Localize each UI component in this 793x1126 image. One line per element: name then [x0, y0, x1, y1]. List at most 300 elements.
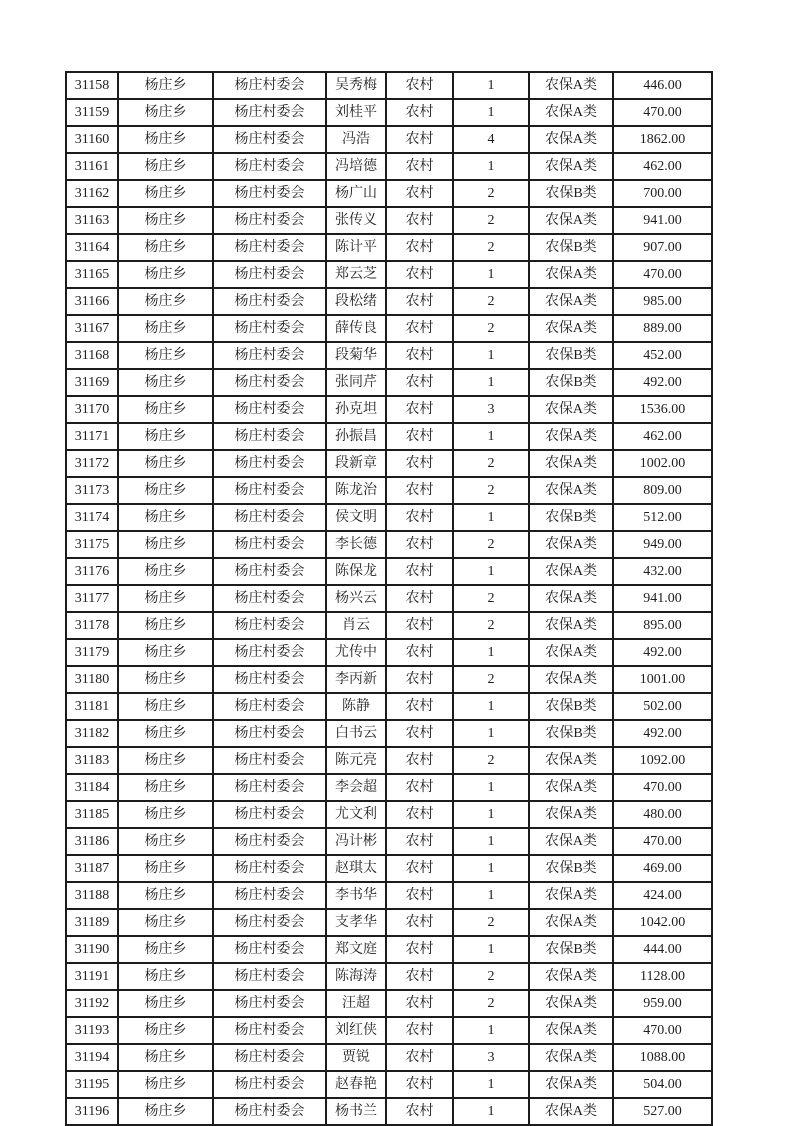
table-cell: 农保A类 — [529, 882, 613, 909]
table-cell: 陈计平 — [326, 234, 386, 261]
table-row — [66, 234, 712, 261]
table-cell: 农保A类 — [529, 963, 613, 990]
table-cell: 31187 — [66, 855, 118, 882]
table-cell: 杨庄村委会 — [213, 558, 326, 585]
table-row — [66, 504, 712, 531]
table-row — [66, 909, 712, 936]
table-cell: 尤文利 — [326, 801, 386, 828]
table-row — [66, 99, 712, 126]
table-row — [66, 288, 712, 315]
table-cell: 杨庄乡 — [118, 612, 213, 639]
table-cell: 2 — [453, 909, 529, 936]
table-row — [66, 1071, 712, 1098]
table-cell: 2 — [453, 315, 529, 342]
table-cell: 31163 — [66, 207, 118, 234]
table-cell: 农保A类 — [529, 396, 613, 423]
table-row — [66, 828, 712, 855]
table-cell: 李长德 — [326, 531, 386, 558]
table-cell: 农村 — [386, 423, 453, 450]
table-cell: 农村 — [386, 288, 453, 315]
table-cell: 31179 — [66, 639, 118, 666]
table-cell: 1 — [453, 639, 529, 666]
table-cell: 杨庄村委会 — [213, 369, 326, 396]
table-cell: 农村 — [386, 855, 453, 882]
table-cell: 农保A类 — [529, 315, 613, 342]
table-cell: 941.00 — [613, 207, 712, 234]
table-cell: 杨庄村委会 — [213, 342, 326, 369]
table-cell: 470.00 — [613, 828, 712, 855]
table-cell: 1 — [453, 720, 529, 747]
table-cell: 农保B类 — [529, 504, 613, 531]
table-cell: 杨庄村委会 — [213, 477, 326, 504]
table-cell: 杨庄乡 — [118, 1044, 213, 1071]
table-cell: 刘桂平 — [326, 99, 386, 126]
table-cell: 3 — [453, 1044, 529, 1071]
table-cell: 尤传中 — [326, 639, 386, 666]
table-row — [66, 396, 712, 423]
table-cell: 470.00 — [613, 1017, 712, 1044]
table-row — [66, 990, 712, 1017]
table-cell: 杨庄乡 — [118, 747, 213, 774]
table-cell: 杨庄村委会 — [213, 855, 326, 882]
table-cell: 农保A类 — [529, 747, 613, 774]
table-cell: 农保A类 — [529, 153, 613, 180]
table-cell: 31196 — [66, 1098, 118, 1125]
table-cell: 赵春艳 — [326, 1071, 386, 1098]
table-cell: 杨庄村委会 — [213, 990, 326, 1017]
table-cell: 农村 — [386, 720, 453, 747]
table-row — [66, 585, 712, 612]
table-cell: 杨庄乡 — [118, 369, 213, 396]
table-cell: 527.00 — [613, 1098, 712, 1125]
table-cell: 1 — [453, 882, 529, 909]
table-cell: 农保B类 — [529, 369, 613, 396]
table-cell: 杨庄乡 — [118, 531, 213, 558]
table-cell: 1088.00 — [613, 1044, 712, 1071]
table-cell: 农保B类 — [529, 855, 613, 882]
table-cell: 孙克坦 — [326, 396, 386, 423]
table-cell: 杨庄乡 — [118, 693, 213, 720]
table-cell: 农保A类 — [529, 207, 613, 234]
table-cell: 31172 — [66, 450, 118, 477]
table-cell: 985.00 — [613, 288, 712, 315]
table-row — [66, 477, 712, 504]
table-cell: 杨庄乡 — [118, 585, 213, 612]
table-cell: 农村 — [386, 342, 453, 369]
table-cell: 492.00 — [613, 720, 712, 747]
table-row — [66, 531, 712, 558]
table-cell: 农村 — [386, 504, 453, 531]
table-cell: 杨庄村委会 — [213, 774, 326, 801]
table-cell: 480.00 — [613, 801, 712, 828]
table-cell: 农保A类 — [529, 288, 613, 315]
table-cell: 农村 — [386, 153, 453, 180]
table-cell: 农村 — [386, 963, 453, 990]
table-cell: 农保A类 — [529, 558, 613, 585]
table-row — [66, 1017, 712, 1044]
table-cell: 1 — [453, 369, 529, 396]
table-cell: 492.00 — [613, 369, 712, 396]
table-cell: 杨庄村委会 — [213, 234, 326, 261]
table-cell: 941.00 — [613, 585, 712, 612]
table-cell: 冯培德 — [326, 153, 386, 180]
table-cell: 杨庄乡 — [118, 1098, 213, 1125]
table-cell: 31170 — [66, 396, 118, 423]
table-cell: 1 — [453, 153, 529, 180]
table-cell: 农村 — [386, 180, 453, 207]
table-cell: 杨庄乡 — [118, 288, 213, 315]
table-cell: 农保B类 — [529, 342, 613, 369]
table-row — [66, 207, 712, 234]
table-cell: 农村 — [386, 396, 453, 423]
table-cell: 2 — [453, 747, 529, 774]
table-cell: 农村 — [386, 693, 453, 720]
table-cell: 1 — [453, 1098, 529, 1125]
table-cell: 1 — [453, 1071, 529, 1098]
table-cell: 杨庄村委会 — [213, 693, 326, 720]
table-cell: 杨庄乡 — [118, 234, 213, 261]
table-cell: 段新章 — [326, 450, 386, 477]
table-cell: 农村 — [386, 639, 453, 666]
table-cell: 1128.00 — [613, 963, 712, 990]
table-cell: 赵琪太 — [326, 855, 386, 882]
table-cell: 肖云 — [326, 612, 386, 639]
table-cell: 杨庄村委会 — [213, 504, 326, 531]
table-cell: 冯计彬 — [326, 828, 386, 855]
table-cell: 杨庄村委会 — [213, 423, 326, 450]
table-cell: 2 — [453, 990, 529, 1017]
table-cell: 农保B类 — [529, 936, 613, 963]
table-cell: 杨庄乡 — [118, 1017, 213, 1044]
table-cell: 31194 — [66, 1044, 118, 1071]
table-cell: 502.00 — [613, 693, 712, 720]
table-row — [66, 315, 712, 342]
table-cell: 杨庄村委会 — [213, 396, 326, 423]
table-cell: 31175 — [66, 531, 118, 558]
table-cell: 杨庄乡 — [118, 882, 213, 909]
table-cell: 杨庄乡 — [118, 423, 213, 450]
table-cell: 农保A类 — [529, 450, 613, 477]
table-cell: 农村 — [386, 612, 453, 639]
table-cell: 农村 — [386, 585, 453, 612]
table-row — [66, 693, 712, 720]
table-cell: 31182 — [66, 720, 118, 747]
table-cell: 农保B类 — [529, 693, 613, 720]
table-cell: 农村 — [386, 450, 453, 477]
table-cell: 冯浩 — [326, 126, 386, 153]
table-cell: 杨庄乡 — [118, 720, 213, 747]
table-cell: 31168 — [66, 342, 118, 369]
table-cell: 杨庄乡 — [118, 855, 213, 882]
table-cell: 郑文庭 — [326, 936, 386, 963]
table-cell: 469.00 — [613, 855, 712, 882]
table-cell: 农村 — [386, 1071, 453, 1098]
table-cell: 杨庄村委会 — [213, 963, 326, 990]
table-cell: 杨庄村委会 — [213, 315, 326, 342]
table-cell: 杨庄乡 — [118, 828, 213, 855]
table-cell: 杨庄村委会 — [213, 531, 326, 558]
table-cell: 700.00 — [613, 180, 712, 207]
table-cell: 农保B类 — [529, 180, 613, 207]
table-cell: 农保B类 — [529, 234, 613, 261]
table-cell: 张传义 — [326, 207, 386, 234]
table-row — [66, 558, 712, 585]
table-row — [66, 180, 712, 207]
table-cell: 492.00 — [613, 639, 712, 666]
table-cell: 农保A类 — [529, 1098, 613, 1125]
table-cell: 农村 — [386, 801, 453, 828]
table-cell: 31161 — [66, 153, 118, 180]
table-cell: 农保A类 — [529, 990, 613, 1017]
table-cell: 446.00 — [613, 72, 712, 99]
table-cell: 农村 — [386, 207, 453, 234]
table-cell: 1 — [453, 828, 529, 855]
table-cell: 农村 — [386, 1044, 453, 1071]
table-cell: 444.00 — [613, 936, 712, 963]
table-cell: 1 — [453, 774, 529, 801]
table-cell: 2 — [453, 288, 529, 315]
table-cell: 2 — [453, 234, 529, 261]
table-cell: 农保A类 — [529, 72, 613, 99]
table-cell: 李会超 — [326, 774, 386, 801]
table-cell: 杨庄村委会 — [213, 153, 326, 180]
table-cell: 农村 — [386, 261, 453, 288]
table-cell: 农村 — [386, 234, 453, 261]
table-cell: 3 — [453, 396, 529, 423]
table-cell: 470.00 — [613, 99, 712, 126]
table-cell: 杨庄村委会 — [213, 882, 326, 909]
table-cell: 31166 — [66, 288, 118, 315]
payment-roster-table — [65, 71, 713, 1126]
table-cell: 陈保龙 — [326, 558, 386, 585]
table-cell: 杨庄乡 — [118, 180, 213, 207]
table-cell: 31192 — [66, 990, 118, 1017]
table-cell: 农村 — [386, 126, 453, 153]
table-cell: 504.00 — [613, 1071, 712, 1098]
table-cell: 杨庄乡 — [118, 342, 213, 369]
table-cell: 农村 — [386, 1098, 453, 1125]
table-row — [66, 936, 712, 963]
table-cell: 31162 — [66, 180, 118, 207]
table-cell: 512.00 — [613, 504, 712, 531]
table-cell: 杨庄乡 — [118, 450, 213, 477]
table-cell: 杨庄乡 — [118, 261, 213, 288]
table-row — [66, 1044, 712, 1071]
table-cell: 农村 — [386, 558, 453, 585]
table-cell: 农村 — [386, 99, 453, 126]
table-cell: 31160 — [66, 126, 118, 153]
table-cell: 1 — [453, 801, 529, 828]
table-cell: 1 — [453, 936, 529, 963]
table-cell: 杨兴云 — [326, 585, 386, 612]
table-cell: 农保A类 — [529, 774, 613, 801]
table-cell: 31174 — [66, 504, 118, 531]
table-row — [66, 720, 712, 747]
table-cell: 1 — [453, 99, 529, 126]
table-cell: 31176 — [66, 558, 118, 585]
table-cell: 杨书兰 — [326, 1098, 386, 1125]
table-cell: 2 — [453, 531, 529, 558]
table-row — [66, 612, 712, 639]
table-cell: 31190 — [66, 936, 118, 963]
table-cell: 杨庄乡 — [118, 990, 213, 1017]
table-cell: 李书华 — [326, 882, 386, 909]
table-cell: 农村 — [386, 909, 453, 936]
table-cell: 杨庄乡 — [118, 99, 213, 126]
table-cell: 31184 — [66, 774, 118, 801]
table-cell: 杨庄乡 — [118, 207, 213, 234]
table-cell: 杨庄乡 — [118, 504, 213, 531]
table-cell: 895.00 — [613, 612, 712, 639]
table-cell: 杨庄乡 — [118, 639, 213, 666]
table-cell: 杨庄乡 — [118, 315, 213, 342]
table-cell: 农村 — [386, 666, 453, 693]
table-cell: 孙振昌 — [326, 423, 386, 450]
table-cell: 1 — [453, 1017, 529, 1044]
table-cell: 1 — [453, 342, 529, 369]
table-cell: 农村 — [386, 990, 453, 1017]
table-row — [66, 153, 712, 180]
table-row — [66, 450, 712, 477]
table-cell: 杨庄乡 — [118, 963, 213, 990]
table-cell: 侯文明 — [326, 504, 386, 531]
table-cell: 31173 — [66, 477, 118, 504]
table-cell: 农保A类 — [529, 585, 613, 612]
table-cell: 农保A类 — [529, 423, 613, 450]
table-cell: 薛传良 — [326, 315, 386, 342]
table-cell: 31169 — [66, 369, 118, 396]
table-cell: 1 — [453, 423, 529, 450]
table-cell: 2 — [453, 666, 529, 693]
table-cell: 1 — [453, 72, 529, 99]
table-cell: 31171 — [66, 423, 118, 450]
table-cell: 31177 — [66, 585, 118, 612]
table-cell: 白书云 — [326, 720, 386, 747]
table-cell: 农村 — [386, 315, 453, 342]
table-cell: 农村 — [386, 936, 453, 963]
table-cell: 2 — [453, 180, 529, 207]
table-cell: 农村 — [386, 531, 453, 558]
table-cell: 31159 — [66, 99, 118, 126]
table-cell: 杨庄乡 — [118, 666, 213, 693]
table-cell: 农保A类 — [529, 531, 613, 558]
table-cell: 432.00 — [613, 558, 712, 585]
table-cell: 1862.00 — [613, 126, 712, 153]
table-cell: 农保A类 — [529, 909, 613, 936]
table-cell: 杨庄乡 — [118, 396, 213, 423]
table-cell: 31164 — [66, 234, 118, 261]
table-cell: 31186 — [66, 828, 118, 855]
table-cell: 470.00 — [613, 774, 712, 801]
table-cell: 31193 — [66, 1017, 118, 1044]
table-cell: 杨庄村委会 — [213, 936, 326, 963]
table-cell: 农保A类 — [529, 99, 613, 126]
table-cell: 31189 — [66, 909, 118, 936]
table-cell: 农保A类 — [529, 261, 613, 288]
table-cell: 杨庄乡 — [118, 477, 213, 504]
table-cell: 李丙新 — [326, 666, 386, 693]
table-cell: 段菊华 — [326, 342, 386, 369]
table-cell: 汪超 — [326, 990, 386, 1017]
table-cell: 杨庄村委会 — [213, 72, 326, 99]
table-cell: 农保B类 — [529, 720, 613, 747]
table-cell: 吴秀梅 — [326, 72, 386, 99]
table-cell: 农村 — [386, 882, 453, 909]
table-row — [66, 882, 712, 909]
table-cell: 1 — [453, 261, 529, 288]
table-cell: 杨庄乡 — [118, 126, 213, 153]
table-cell: 1042.00 — [613, 909, 712, 936]
table-cell: 张同芹 — [326, 369, 386, 396]
table-cell: 1 — [453, 558, 529, 585]
table-cell: 陈静 — [326, 693, 386, 720]
table-cell: 农村 — [386, 1017, 453, 1044]
table-cell: 陈龙治 — [326, 477, 386, 504]
table-cell: 470.00 — [613, 261, 712, 288]
table-row — [66, 855, 712, 882]
table-cell: 农保A类 — [529, 1071, 613, 1098]
table-row — [66, 963, 712, 990]
table-cell: 462.00 — [613, 153, 712, 180]
table-cell: 809.00 — [613, 477, 712, 504]
table-cell: 31180 — [66, 666, 118, 693]
table-cell: 1092.00 — [613, 747, 712, 774]
table-cell: 农保A类 — [529, 126, 613, 153]
table-row — [66, 747, 712, 774]
table-cell: 31165 — [66, 261, 118, 288]
table-cell: 农村 — [386, 72, 453, 99]
table-cell: 杨庄村委会 — [213, 828, 326, 855]
table-cell: 杨庄村委会 — [213, 1098, 326, 1125]
table-cell: 杨庄村委会 — [213, 180, 326, 207]
table-cell: 郑云芝 — [326, 261, 386, 288]
table-cell: 31178 — [66, 612, 118, 639]
table-row — [66, 666, 712, 693]
table-cell: 452.00 — [613, 342, 712, 369]
table-cell: 1 — [453, 855, 529, 882]
table-cell: 1001.00 — [613, 666, 712, 693]
table-cell: 农村 — [386, 828, 453, 855]
table-cell: 农保A类 — [529, 666, 613, 693]
table-cell: 杨庄村委会 — [213, 99, 326, 126]
table-cell: 1 — [453, 504, 529, 531]
table-row — [66, 342, 712, 369]
table-cell: 农村 — [386, 369, 453, 396]
table-cell: 杨庄村委会 — [213, 207, 326, 234]
table-cell: 杨庄村委会 — [213, 612, 326, 639]
table-row — [66, 423, 712, 450]
table-cell: 杨庄村委会 — [213, 639, 326, 666]
table-row — [66, 72, 712, 99]
table-row — [66, 639, 712, 666]
table-cell: 杨庄村委会 — [213, 585, 326, 612]
table-row — [66, 261, 712, 288]
table-cell: 31181 — [66, 693, 118, 720]
table-cell: 杨庄乡 — [118, 1071, 213, 1098]
table-cell: 杨庄村委会 — [213, 666, 326, 693]
table-cell: 31158 — [66, 72, 118, 99]
table-cell: 杨庄村委会 — [213, 909, 326, 936]
table-cell: 31188 — [66, 882, 118, 909]
table-cell: 462.00 — [613, 423, 712, 450]
table-cell: 杨庄村委会 — [213, 801, 326, 828]
table-cell: 31183 — [66, 747, 118, 774]
table-cell: 杨庄村委会 — [213, 1017, 326, 1044]
table-cell: 1002.00 — [613, 450, 712, 477]
table-cell: 贾锐 — [326, 1044, 386, 1071]
table-cell: 4 — [453, 126, 529, 153]
table-cell: 杨庄乡 — [118, 909, 213, 936]
